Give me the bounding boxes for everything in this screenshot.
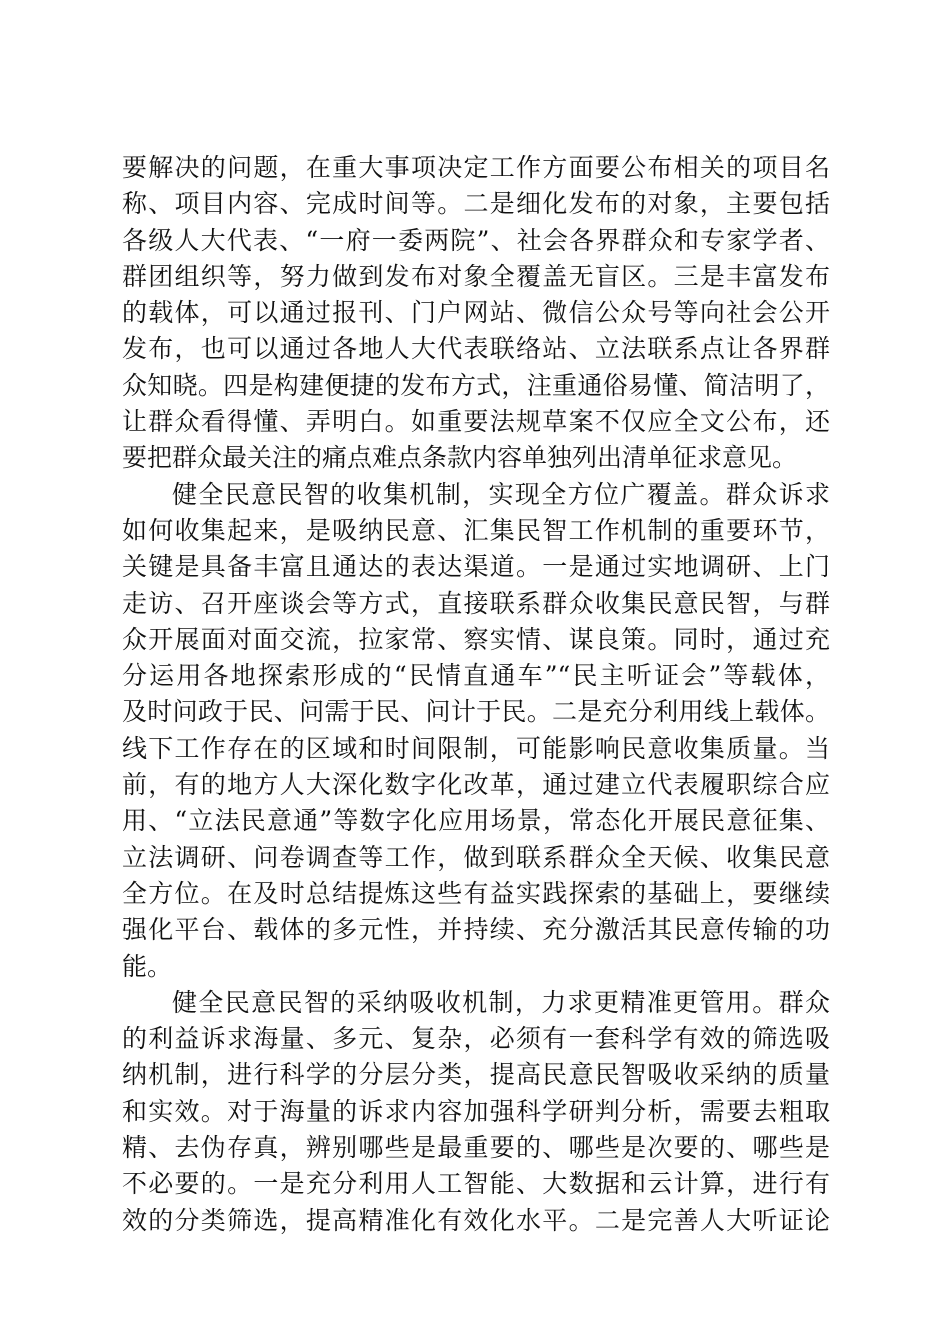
text-line: 及时问政于民、问需于民、问计于民。二是充分利用线上载体。 (122, 697, 830, 727)
text-line: 群团组织等，努力做到发布对象全覆盖无盲区。三是丰富发布 (122, 261, 830, 291)
text-line: 能。 (122, 951, 173, 981)
text-line: 精、去伪存真，辨别哪些是最重要的、哪些是次要的、哪些是 (122, 1133, 830, 1163)
text-line: 要把群众最关注的痛点难点条款内容单独列出清单征求意见。 (122, 443, 798, 473)
text-line: 要解决的问题，在重大事项决定工作方面要公布相关的项目名 (122, 153, 830, 182)
text-line: 的载体，可以通过报刊、门户网站、微信公众号等向社会公开 (122, 298, 830, 328)
text-line: 和实效。对于海量的诉求内容加强科学研判分析，需要去粗取 (122, 1096, 830, 1126)
text-line: 走访、召开座谈会等方式，直接联系群众收集民意民智，与群 (122, 588, 830, 618)
text-line: 众知晓。四是构建便捷的发布方式，注重通俗易懂、简洁明了， (122, 370, 830, 400)
text-line: 让群众看得懂、弄明白。如重要法规草案不仅应全文公布，还 (122, 407, 830, 437)
text-line: 强化平台、载体的多元性，并持续、充分激活其民意传输的功 (122, 915, 830, 945)
text-line: 用、“立法民意通”等数字化应用场景，常态化开展民意征集、 (122, 806, 830, 836)
text-line: 关键是具备丰富且通达的表达渠道。一是通过实地调研、上门 (122, 552, 830, 582)
text-line: 不必要的。一是充分利用人工智能、大数据和云计算，进行有 (122, 1169, 830, 1199)
text-line: 全方位。在及时总结提炼这些有益实践探索的基础上，要继续 (122, 878, 830, 908)
text-line: 效的分类筛选，提高精准化有效化水平。二是完善人大听证论 (122, 1205, 830, 1235)
text-line: 线下工作存在的区域和时间限制，可能影响民意收集质量。当 (122, 733, 830, 763)
text-line: 众开展面对面交流，拉家常、察实情、谋良策。同时，通过充 (122, 624, 830, 654)
paragraph-first-line: 健全民意民智的采纳吸收机制，力求更精准更管用。群众 (172, 987, 830, 1017)
document-body (122, 150, 830, 1239)
text-line: 分运用各地探索形成的“民情直通车”“民主听证会”等载体， (122, 661, 830, 691)
text-line: 称、项目内容、完成时间等。二是细化发布的对象，主要包括 (122, 189, 830, 219)
text-line: 纳机制，进行科学的分层分类，提高民意民智吸收采纳的质量 (122, 1060, 830, 1090)
paragraph-first-line: 健全民意民智的收集机制，实现全方位广覆盖。群众诉求 (172, 479, 830, 509)
text-line: 如何收集起来，是吸纳民意、汇集民智工作机制的重要环节， (122, 515, 830, 545)
text-line: 各级人大代表、“一府一委两院”、社会各界群众和专家学者、 (122, 225, 830, 255)
text-line: 的利益诉求海量、多元、复杂，必须有一套科学有效的筛选吸 (122, 1024, 830, 1054)
text-line: 立法调研、问卷调查等工作，做到联系群众全天候、收集民意 (122, 842, 830, 872)
text-line: 发布，也可以通过各地人大代表联络站、立法联系点让各界群 (122, 334, 830, 364)
text-line: 前，有的地方人大深化数字化改革，通过建立代表履职综合应 (122, 770, 830, 800)
